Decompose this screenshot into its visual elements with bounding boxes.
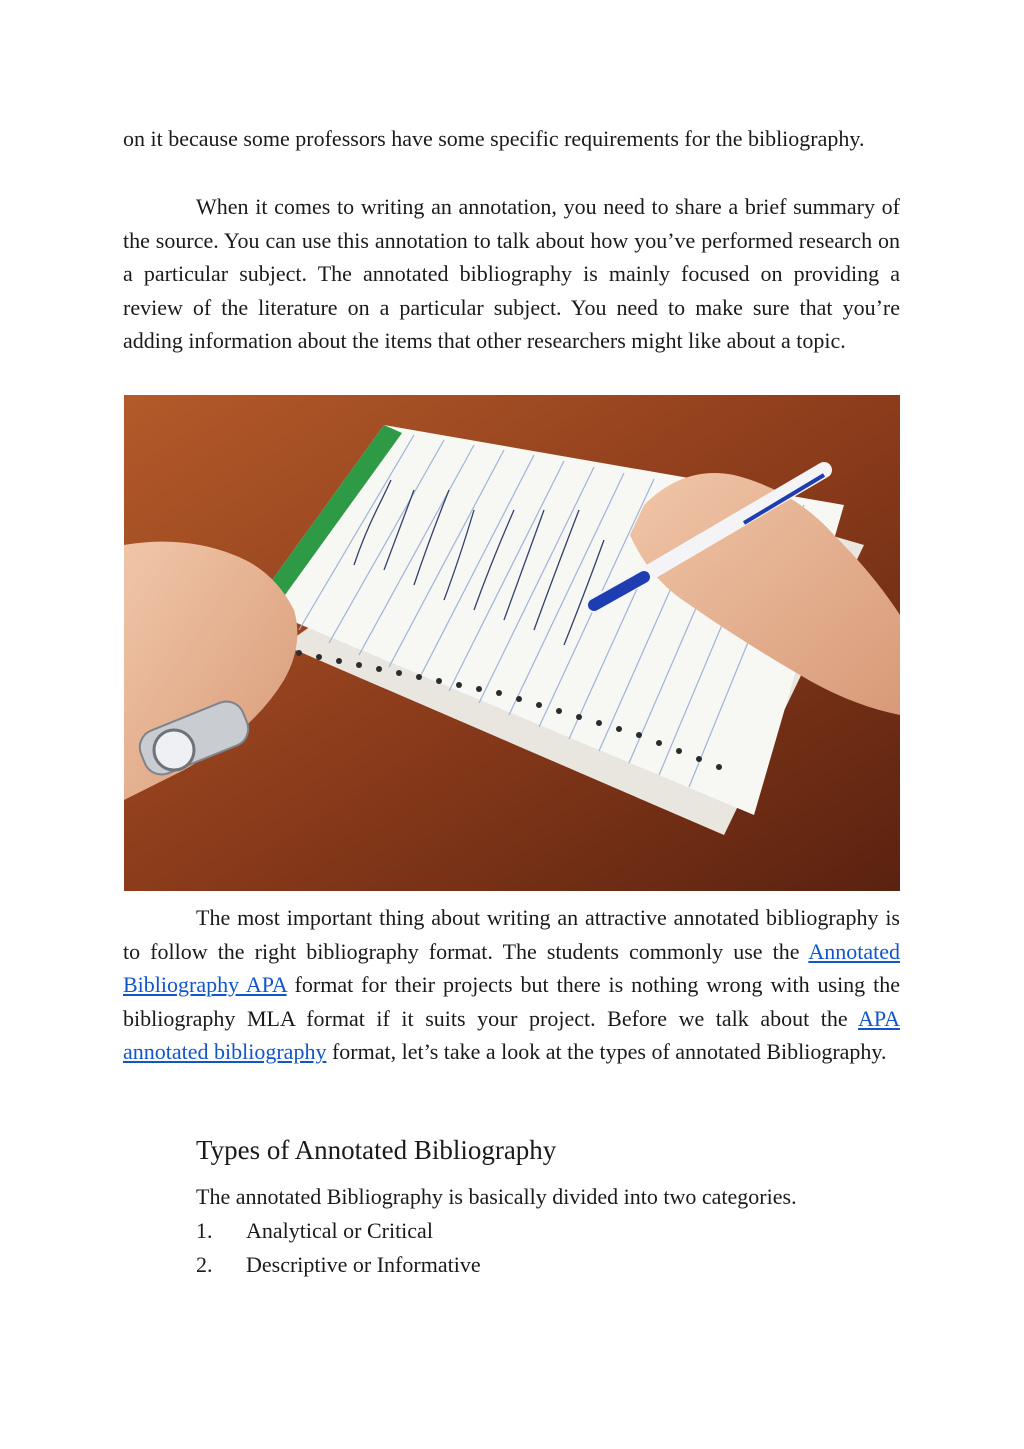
list-item-number: 2. [196, 1252, 213, 1277]
paragraph-format-text-1: The most important thing about writing an attractive annotated bibliography is to follow the right bibliography format. The students commonly use the [123, 905, 900, 964]
paragraph-format [123, 901, 900, 1069]
annotated-bibliography-apa-link[interactable]: Annotated Bibliography APA [123, 938, 900, 998]
paragraph-format-text-3: format, let’s take a look at the types of annotated Bibliography. [326, 1039, 887, 1065]
list-item-label: Descriptive or Informative [246, 1252, 481, 1277]
photo-hands-writing-notebook [124, 395, 900, 891]
types-list [196, 1214, 481, 1282]
paragraph-format-text-2: format for their projects but there is nothing wrong with using the bibliography MLA format if it suits your project. Before we talk about the [123, 972, 900, 1031]
apa-annotated-bibliography-link[interactable]: APA annotated bibliography [123, 1005, 900, 1065]
section-intro: The annotated Bibliography is basically divided into two categories. [196, 1184, 797, 1209]
list-item [196, 1248, 481, 1282]
list-item [196, 1214, 481, 1248]
list-item-label: Analytical or Critical [246, 1218, 433, 1243]
list-item-number: 1. [196, 1218, 213, 1243]
paragraph-continuation: on it because some professors have some specific requirements for the bibliography. [123, 126, 865, 151]
paragraph-annotation: When it comes to writing an annotation, you need to share a brief summary of the source. You can use this annotation to talk about how you’ve performed research on a particular subject. The annotated bibliography is mainly focused on providing a review of the literature on a particular subject. You need to make sure that you’re adding information about the items that other researchers might like about a topic. [123, 194, 900, 354]
section-heading: Types of Annotated Bibliography [196, 1135, 557, 1165]
